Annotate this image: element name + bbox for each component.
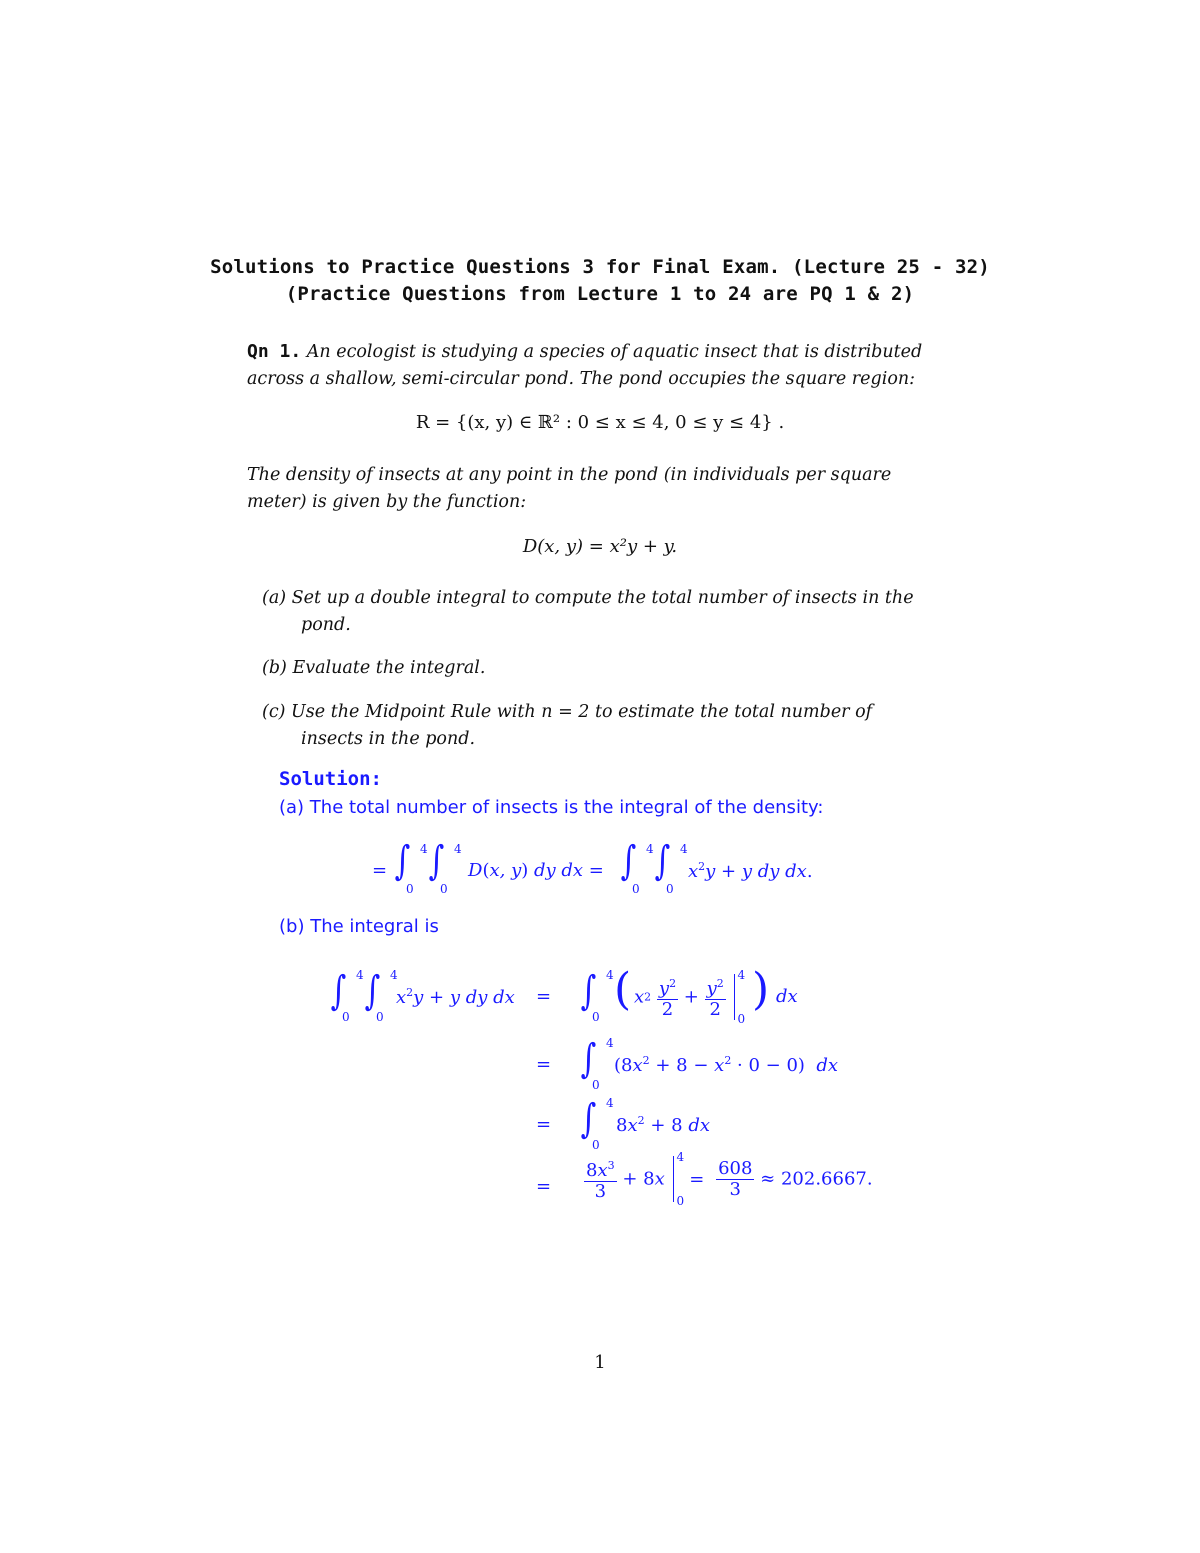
page-number: 1 [594,1352,606,1373]
lower-limit: 0 [632,882,640,896]
part-a [262,585,962,639]
part-a-line-2: pond. [301,615,351,635]
part-b-line-1: Evaluate the integral. [292,658,486,678]
lower-limit: 0 [406,882,414,896]
part-c-line-2: insects in the pond. [301,729,476,749]
integral-sign: ∫ [580,1036,597,1082]
upper-limit: 4 [454,842,462,856]
part-b [262,655,962,682]
integral-step-2: = ∫ 4 0 $(8x^2 + 8 - x^2 \cdot 0 - 0)$ dx [536,1036,839,1092]
integral-sign: ∫ [580,1096,597,1142]
density-equation: D(x, y) = x²y + y. [522,536,678,557]
result-numerator: 608 [718,1157,753,1179]
upper-limit: 4 [646,842,654,856]
integral-sign: ∫ [620,838,637,884]
question-intro-line-1: An ecologist is studying a species of aquatic insect that is distributed [306,342,923,362]
integral-step-4: = $\frac{8x^3}{3}$ + 8x 4 0 = $\frac{608}{3}$ ≈ 202.6667. [536,1150,873,1208]
region-equation: R = {(x, y) ∈ ℝ² : 0 ≤ x ≤ 4, 0 ≤ y ≤ 4} . [415,412,785,433]
document-title-line-2: (Practice Questions from Lecture 1 to 24 are PQ 1 & 2) [285,283,915,305]
integral-sign: ∫ [394,838,411,884]
part-c [262,699,962,753]
part-a-label: (a) [262,588,287,608]
integral-sign: ∫ [654,838,671,884]
solution-part-b-text: (b) The integral is [279,916,439,937]
result-denominator: 3 [729,1178,741,1200]
double-integral-setup: = ∫ 4 0 ∫ 4 0 D(x, y) dy dx = ∫ 4 0 ∫ 4 0 $x^2y + y$ dy dx. [372,838,813,896]
solution-part-a-text: (a) The total number of insects is the integral of the density: [279,797,824,818]
result-approx: ≈ 202.6667. [760,1168,873,1190]
integral-sign: ∫ [428,838,445,884]
integral-sign: ∫ [364,968,381,1014]
upper-limit: 4 [680,842,688,856]
integral-sign: ∫ [330,968,347,1014]
integral-sign: ∫ [580,968,597,1014]
question-intro-line-2: across a shallow, semi-circular pond. The pond occupies the square region: [247,369,916,389]
question-intro [247,338,967,393]
solution-heading: Solution: [279,768,382,790]
part-b-label: (b) [262,658,287,678]
question-label: Qn 1. [247,341,302,362]
density-description [247,462,967,516]
lower-limit: 0 [440,882,448,896]
integral-step-3: = ∫ 4 0 $8x^2 + 8$ dx [536,1096,710,1152]
part-c-label: (c) [262,702,286,722]
lower-limit: 0 [666,882,674,896]
upper-limit: 4 [420,842,428,856]
integral-step-1: ∫ 4 0 ∫ 4 0 $x^2y + y$ dy dx = ∫ 4 0 ( x2 $\frac{y^2}{2}$ + $\frac{y^2}{2}$ 4 0 ) dx [330,964,798,1026]
part-a-line-1: Set up a double integral to compute the total number of insects in the [291,588,914,608]
document-title-line-1: Solutions to Practice Questions 3 for Final Exam. (Lecture 25 - 32) [210,256,990,278]
density-line-1: The density of insects at any point in the pond (in individuals per square [247,465,892,485]
part-c-line-1: Use the Midpoint Rule with n = 2 to estimate the total number of [291,702,873,722]
density-line-2: meter) is given by the function: [247,492,527,512]
